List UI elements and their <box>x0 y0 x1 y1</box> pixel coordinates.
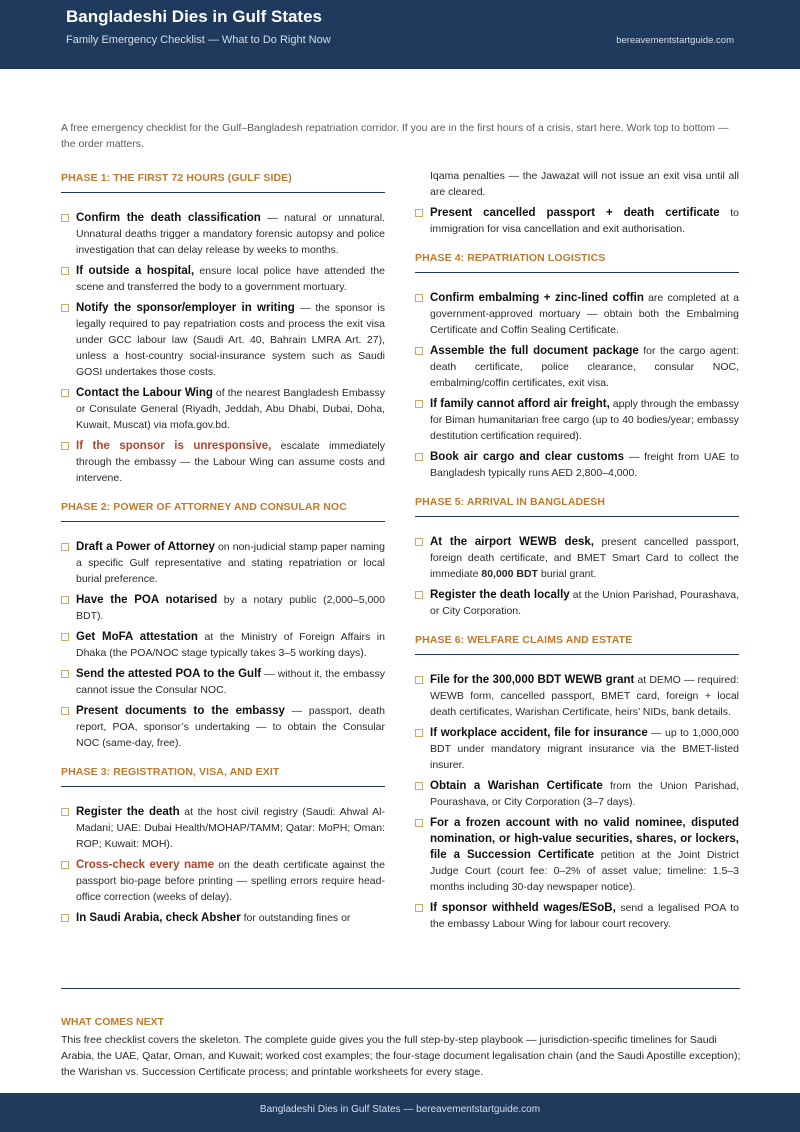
checklist-item <box>415 534 739 582</box>
checklist-item-text: for the cargo agent: death certificate, police clearance, consular NOC, embalming/coffin certificates, exit visa. <box>430 345 739 389</box>
phase-section <box>415 252 739 481</box>
checklist-item <box>415 672 739 720</box>
checklist-item-lead: Book air cargo and clear customs <box>430 451 625 463</box>
phase-section <box>61 501 385 751</box>
checklist-item <box>61 539 385 587</box>
checklist-item-text: burial grant. <box>537 568 597 580</box>
checkbox-icon <box>61 442 69 450</box>
phase-heading: PHASE 3: REGISTRATION, VISA, AND EXIT <box>61 766 385 787</box>
checklist-item-lead: File for the 300,000 BDT WEWB grant <box>430 674 635 686</box>
checkbox-icon <box>61 707 69 715</box>
checklist-item <box>61 703 385 751</box>
checkbox-icon <box>415 904 423 912</box>
checklist-item <box>61 804 385 852</box>
checkbox-icon <box>61 543 69 551</box>
checklist-item-lead: In Saudi Arabia, check Absher <box>76 912 241 924</box>
checklist-item-text: escalate immediately through the embassy — the Labour Wing can assume costs and intervene. <box>76 440 385 484</box>
checklist-item <box>61 910 385 926</box>
checklist-item <box>415 778 739 810</box>
checklist-item-lead: For a frozen account with no valid nominee, disputed nomination, or high-value securities, shares, or lockers, file a Succession Certificate <box>430 817 739 861</box>
checklist-item-lead: Present cancelled passport + death certificate <box>430 207 720 219</box>
checkbox-icon <box>415 538 423 546</box>
checklist-item <box>61 629 385 661</box>
checklist-item-lead: If family cannot afford air freight, <box>430 398 610 410</box>
phase-section <box>415 168 739 237</box>
checklist-item-lead: Obtain a Warishan Certificate <box>430 780 603 792</box>
checkbox-icon <box>61 670 69 678</box>
checkbox-icon <box>415 676 423 684</box>
checklist-item-text: at the Union Parishad, Pourashava, or City Corporation. <box>430 589 740 617</box>
checklist-item <box>61 666 385 698</box>
checklist-item <box>415 205 739 237</box>
page-header <box>0 0 800 69</box>
checklist-item-text: to immigration for visa cancellation and exit authorisation. <box>430 207 739 235</box>
checklist-item-text: — passport, death report, POA, sponsor’s undertaking — to obtain the Consular NOC (same-day, free). <box>76 705 385 749</box>
checkbox-icon <box>415 294 423 302</box>
what-comes-next-heading: WHAT COMES NEXT <box>61 1016 165 1028</box>
phase-heading: PHASE 6: WELFARE CLAIMS AND ESTATE <box>415 634 739 655</box>
phase-section <box>415 496 739 619</box>
checklist-item-text: on non-judicial stamp paper naming a specific Gulf representative and stating repatriation or local burial preference. <box>76 541 385 585</box>
checklist-item-lead: Register the death locally <box>430 589 570 601</box>
checklist-item-lead: Assemble the full document package <box>430 345 639 357</box>
checklist-item-text: — without it, the embassy cannot issue the Consular NOC. <box>76 668 385 696</box>
checklist-item <box>415 396 739 444</box>
checklist-item-text: send a legalised POA to the embassy Labour Wing for labour court recovery. <box>430 902 740 930</box>
checklist-item <box>61 210 385 258</box>
checkbox-icon <box>61 633 69 641</box>
checklist-item <box>415 725 739 773</box>
checklist-item-lead: If workplace accident, file for insurance <box>430 727 648 739</box>
checklist-item <box>415 900 739 932</box>
footer-text: Bangladeshi Dies in Gulf States — bereavementstartguide.com <box>259 1104 541 1115</box>
checkbox-icon <box>415 819 423 827</box>
checklist-item <box>415 815 739 895</box>
checkbox-icon <box>61 267 69 275</box>
page-title: Bangladeshi Dies in Gulf States <box>66 7 323 26</box>
checklist-item-text: of the nearest Bangladesh Embassy or Consulate General (Riyadh, Jeddah, Abu Dhabi, Dubai, Doha, Kuwait, Muscat) via mofa.gov.bd. <box>76 387 385 431</box>
checklist-item-text: at the host civil registry (Saudi: Ahwal Al-Madani; UAE: Dubai Health/MOHAP/TAMM; Qatar: MoPH; Oman: ROP; Kuwait: MOH). <box>76 806 386 850</box>
checkbox-icon <box>415 400 423 408</box>
phase-heading: PHASE 2: POWER OF ATTORNEY AND CONSULAR NOC <box>61 501 385 522</box>
checklist-item-lead: Register the death <box>76 806 180 818</box>
checklist-item <box>61 300 385 380</box>
phase-section <box>61 172 385 486</box>
section-divider <box>61 988 740 989</box>
checklist-item <box>61 263 385 295</box>
checklist-item-lead: If sponsor withheld wages/ESoB, <box>430 902 616 914</box>
checklist-item-lead: If the sponsor is unresponsive, <box>76 440 272 452</box>
checkbox-icon <box>415 782 423 790</box>
page-footer <box>0 1093 800 1132</box>
checklist-item-text: ensure local police have attended the scene and transferred the body to a government mortuary. <box>76 265 385 293</box>
checkbox-icon <box>415 209 423 217</box>
checklist-item-lead: Send the attested POA to the Gulf <box>76 668 262 680</box>
checklist-item <box>415 449 739 481</box>
right-column <box>415 172 739 937</box>
checklist-item-lead: Contact the Labour Wing <box>76 387 213 399</box>
checklist-item-text: from the Union Parishad, Pourashava, or City Corporation (3–7 days). <box>430 780 739 808</box>
checklist-item-text: — the sponsor is legally required to pay repatriation costs and process the exit visa under GCC labour law (Saudi Art. 40, Bahrain LMRA Art. 27), unless a host-country social-insurance system such as Saudi GOSI undertakes those costs. <box>76 302 386 378</box>
checklist-item <box>61 857 385 905</box>
checklist-item <box>415 343 739 391</box>
checkbox-icon <box>415 453 423 461</box>
checklist-item-continuation: Iqama penalties — the Jawazat will not issue an exit visa until all are cleared. <box>430 170 739 198</box>
checklist-item-emphasis: 80,000 BDT <box>481 568 538 580</box>
checklist-item <box>61 592 385 624</box>
left-column <box>61 172 385 931</box>
checkbox-icon <box>415 347 423 355</box>
checklist-item-lead: At the airport WEWB desk, <box>430 536 594 548</box>
checklist-item-text: — up to 1,000,000 BDT under mandatory migrant insurance via the BMET-listed insurer. <box>430 727 739 771</box>
checklist-item-text: — freight from UAE to Bangladesh typically runs AED 2,800–4,000. <box>430 451 739 479</box>
checklist-item-lead: Notify the sponsor/employer in writing <box>76 302 295 314</box>
page-subtitle: Family Emergency Checklist — What to Do Right Now <box>66 34 331 46</box>
checkbox-icon <box>61 861 69 869</box>
checklist-item-lead: Have the POA notarised <box>76 594 218 606</box>
phase-heading: PHASE 4: REPATRIATION LOGISTICS <box>415 252 739 273</box>
checkbox-icon <box>415 591 423 599</box>
checklist-item-text: present cancelled passport, foreign death certificate, and BMET Smart Card to collect the immediate <box>430 536 739 580</box>
checklist-item-lead: Draft a Power of Attorney <box>76 541 215 553</box>
checklist-item-lead: Present documents to the embassy <box>76 705 285 717</box>
checklist-item-text: are completed at a government-approved mortuary — obtain both the Embalming Certificate and Coffin Sealing Certificate. <box>430 292 739 336</box>
checklist-item-text: apply through the embassy for Biman humanitarian free cargo (up to 40 bodies/year; embassy destitution certification required). <box>430 398 739 442</box>
checklist-item-text: at the Ministry of Foreign Affairs in Dhaka (the POA/NOC stage typically takes 3–5 working days). <box>76 631 385 659</box>
checkbox-icon <box>61 389 69 397</box>
checklist-item-lead: Cross-check every name <box>76 859 215 871</box>
phase-heading: PHASE 5: ARRIVAL IN BANGLADESH <box>415 496 739 517</box>
checklist-item-text: for outstanding fines or <box>240 912 351 924</box>
checklist-item-text: — natural or unnatural. Unnatural deaths trigger a mandatory forensic autopsy and police investigation that can delay release by weeks to months. <box>76 212 386 256</box>
checklist-item-lead: Get MoFA attestation <box>76 631 198 643</box>
checklist-item-text: petition at the Joint District Judge Court (court fee: 0–2% of asset value; timeline: 1.5–3 months including 30-day newspaper notice). <box>430 849 739 893</box>
checklist-item-text: by a notary public (2,000–5,000 BDT). <box>76 594 385 622</box>
checkbox-icon <box>61 596 69 604</box>
checklist-item <box>61 438 385 486</box>
checklist-item-lead: Confirm embalming + zinc-lined coffin <box>430 292 644 304</box>
intro-text: A free emergency checklist for the Gulf–Bangladesh repatriation corridor. If you are in the first hours of a crisis, start here. Work top to bottom — the order matters. <box>61 122 729 150</box>
site-url: bereavementstartguide.com <box>616 35 734 46</box>
checkbox-icon <box>61 808 69 816</box>
checklist-item-lead: Confirm the death classification <box>76 212 261 224</box>
checklist-item-text: on the death certificate against the passport bio-page before printing — spelling errors require head-office correction (weeks of delay). <box>76 859 385 903</box>
checklist-item-lead: If outside a hospital, <box>76 265 195 277</box>
phase-section <box>415 634 739 932</box>
checkbox-icon <box>61 214 69 222</box>
checkbox-icon <box>61 914 69 922</box>
checklist-item-text: at DEMO — required: WEWB form, cancelled passport, BMET card, foreign + local death certificates, Warishan Certificate, heirs’ NIDs, bank details. <box>430 674 739 718</box>
phase-heading: PHASE 1: THE FIRST 72 HOURS (GULF SIDE) <box>61 172 385 193</box>
checklist-item <box>61 385 385 433</box>
checklist-item <box>415 290 739 338</box>
checklist-item <box>415 587 739 619</box>
what-comes-next-body: This free checklist covers the skeleton. The complete guide gives you the full step-by-step playbook — jurisdiction-specific timelines for Saudi Arabia, the UAE, Qatar, Oman, and Kuwait; worked cost examples; the four-stage document legalisation chain (and the Saudi Apostille exception); the Warishan vs. Succession Certificate process; and printable worksheets for every stage. <box>61 1034 741 1078</box>
phase-section <box>61 766 385 926</box>
checkbox-icon <box>61 304 69 312</box>
checkbox-icon <box>415 729 423 737</box>
